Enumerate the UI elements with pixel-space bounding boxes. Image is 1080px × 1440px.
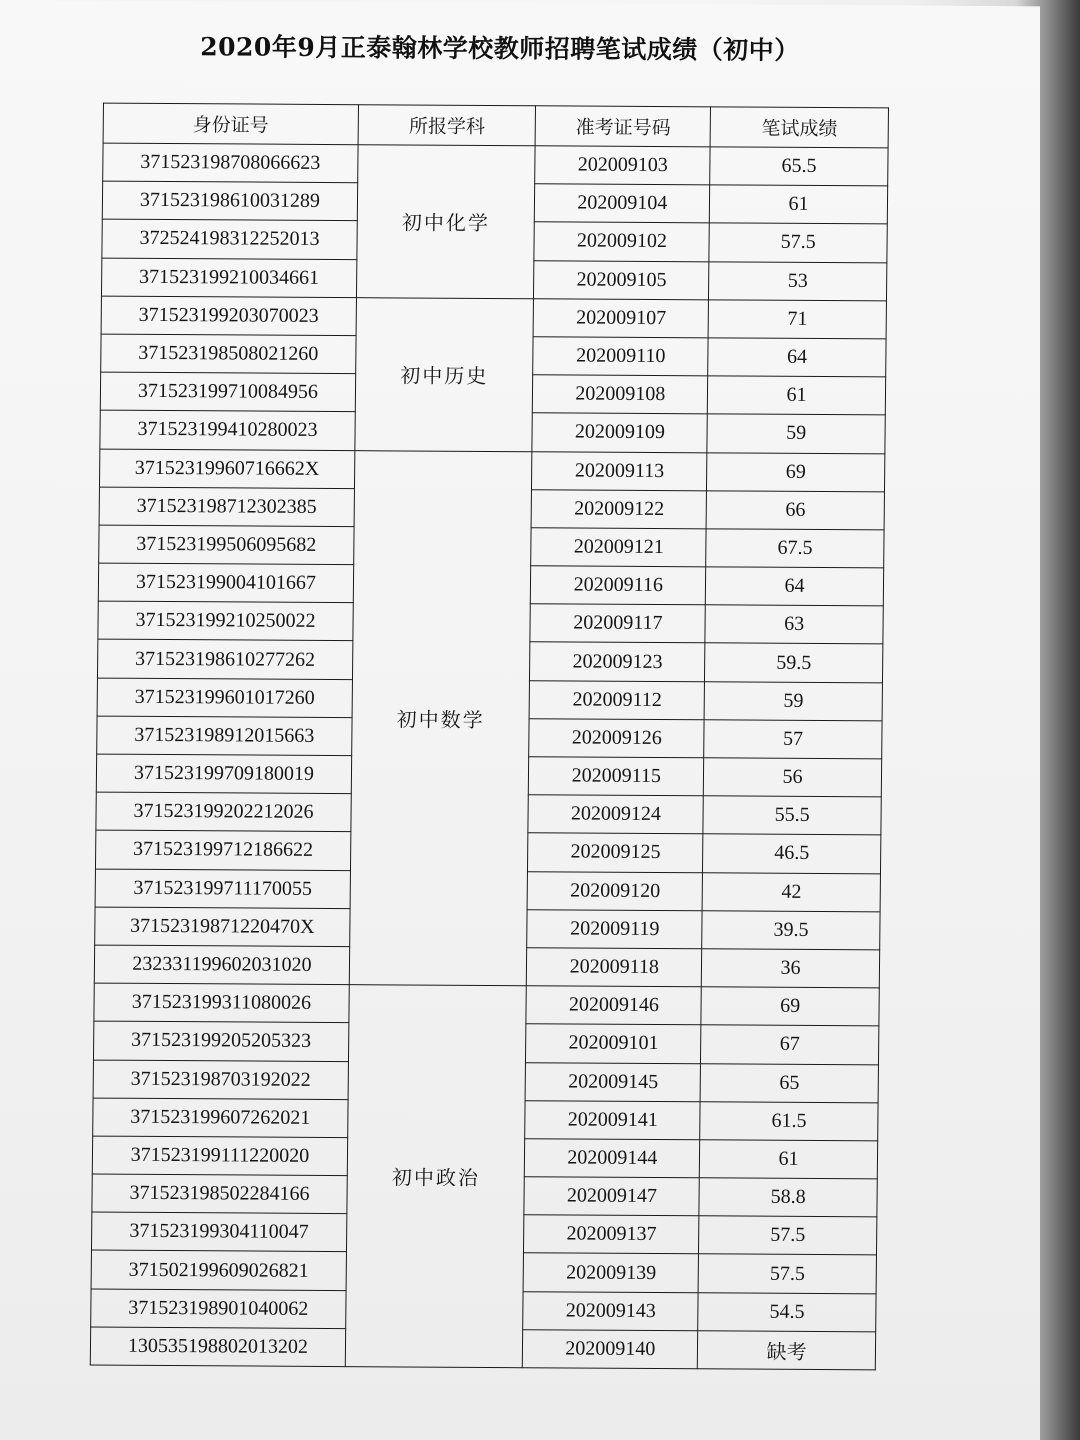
- written-score-cell: 36: [702, 949, 880, 988]
- header-id-number: 身份证号: [103, 103, 358, 145]
- id-number-cell: 371523199210034661: [101, 258, 356, 298]
- subject-cell: 初中历史: [355, 297, 534, 451]
- written-score-cell: 69: [701, 987, 879, 1026]
- written-score-cell: 55.5: [703, 796, 881, 835]
- exam-number-cell: 202009112: [530, 680, 705, 719]
- id-number-cell: 371523199205205323: [93, 1021, 348, 1061]
- written-score-cell: 69: [707, 452, 885, 491]
- written-score-cell: 53: [709, 261, 887, 300]
- id-number-cell: 371523199711170055: [95, 869, 350, 909]
- exam-number-cell: 202009143: [523, 1291, 698, 1330]
- written-score-cell: 64: [708, 338, 886, 377]
- subject-cell: 初中政治: [345, 985, 527, 1368]
- written-score-cell: 57.5: [699, 1216, 877, 1255]
- id-number-cell: 371502199609026821: [91, 1250, 346, 1290]
- written-score-cell: 61: [710, 185, 888, 224]
- table-header-row: [103, 103, 888, 148]
- written-score-cell: 59: [704, 681, 882, 720]
- written-score-cell: 57.5: [698, 1254, 876, 1293]
- written-score-cell: 46.5: [703, 834, 881, 873]
- written-score-cell: 59: [707, 414, 885, 453]
- id-number-cell: 371523198708066623: [103, 143, 358, 183]
- exam-number-cell: 202009113: [532, 451, 707, 490]
- exam-number-cell: 202009124: [528, 795, 703, 834]
- exam-number-cell: 202009105: [534, 260, 709, 299]
- written-score-cell: 63: [705, 605, 883, 644]
- id-number-cell: 371523199202212026: [96, 792, 351, 832]
- written-score-cell: 71: [708, 300, 886, 339]
- exam-number-cell: 202009116: [531, 566, 706, 605]
- id-number-cell: 371523199709180019: [96, 754, 351, 794]
- subject-cell: 初中化学: [356, 145, 535, 299]
- written-score-cell: 61: [708, 376, 886, 415]
- id-number-cell: 371523199004101667: [98, 563, 353, 603]
- written-score-cell: 57.5: [709, 223, 887, 262]
- id-number-cell: 371523198508021260: [101, 334, 356, 374]
- document-title: 2020年9月正泰翰林学校教师招聘笔试成绩（初中）: [200, 32, 800, 65]
- table-row: [101, 296, 886, 339]
- id-number-cell: 372524198312252013: [102, 219, 357, 259]
- written-score-cell: 缺考: [698, 1331, 876, 1370]
- written-score-cell: 67.5: [706, 529, 884, 568]
- id-number-cell: 371523199601017260: [97, 678, 352, 718]
- exam-number-cell: 202009115: [529, 757, 704, 796]
- written-score-cell: 57: [704, 720, 882, 759]
- table-body: [90, 143, 888, 1370]
- header-exam-number: 准考证号码: [536, 106, 711, 147]
- id-number-cell: 371523199506095682: [99, 525, 354, 565]
- exam-number-cell: 202009109: [532, 413, 707, 452]
- written-score-cell: 58.8: [699, 1178, 877, 1217]
- exam-number-cell: 202009141: [525, 1100, 700, 1139]
- id-number-cell: 371523198610277262: [97, 640, 352, 680]
- exam-number-cell: 202009120: [528, 871, 703, 910]
- written-score-cell: 65: [700, 1063, 878, 1102]
- exam-number-cell: 202009119: [527, 909, 702, 948]
- exam-number-cell: 202009104: [535, 184, 710, 223]
- id-number-cell: 371523198703192022: [93, 1060, 348, 1100]
- written-score-cell: 56: [704, 758, 882, 797]
- exam-number-cell: 202009103: [535, 146, 710, 185]
- scores-table: [90, 103, 889, 1371]
- id-number-cell: 371523199410280023: [100, 410, 355, 450]
- id-number-cell: 37152319960716662X: [99, 449, 354, 489]
- exam-number-cell: 202009140: [523, 1330, 698, 1369]
- exam-number-cell: 202009147: [524, 1177, 699, 1216]
- table-row: [94, 983, 879, 1026]
- id-number-cell: 371523199304110047: [91, 1212, 346, 1252]
- exam-number-cell: 202009137: [524, 1215, 699, 1254]
- exam-number-cell: 202009146: [526, 986, 701, 1025]
- id-number-cell: 371523199203070023: [101, 296, 356, 336]
- exam-number-cell: 202009101: [526, 1024, 701, 1063]
- exam-number-cell: 202009139: [524, 1253, 699, 1292]
- exam-number-cell: 202009122: [532, 489, 707, 528]
- exam-number-cell: 202009108: [533, 375, 708, 414]
- written-score-cell: 39.5: [702, 911, 880, 950]
- id-number-cell: 371523199710084956: [100, 372, 355, 412]
- header-subject: 所报学科: [358, 105, 536, 146]
- exam-number-cell: 202009145: [526, 1062, 701, 1101]
- exam-number-cell: 202009118: [527, 948, 702, 987]
- id-number-cell: 371523199607262021: [93, 1098, 348, 1138]
- id-number-cell: 130535198802013202: [90, 1327, 345, 1367]
- id-number-cell: 371523198610031289: [102, 181, 357, 221]
- exam-number-cell: 202009121: [531, 528, 706, 567]
- id-number-cell: 371523198502284166: [92, 1174, 347, 1214]
- written-score-cell: 65.5: [710, 147, 888, 186]
- id-number-cell: 371523198712302385: [99, 487, 354, 527]
- header-written-score: 笔试成绩: [710, 107, 888, 148]
- id-number-cell: 37152319871220470X: [95, 907, 350, 947]
- id-number-cell: 371523199210250022: [98, 601, 353, 641]
- id-number-cell: 371523199712186622: [95, 830, 350, 870]
- written-score-cell: 59.5: [705, 643, 883, 682]
- exam-number-cell: 202009107: [534, 299, 709, 338]
- written-score-cell: 67: [701, 1025, 879, 1064]
- written-score-cell: 64: [706, 567, 884, 606]
- written-score-cell: 54.5: [698, 1292, 876, 1331]
- exam-number-cell: 202009102: [534, 222, 709, 261]
- exam-number-cell: 202009125: [528, 833, 703, 872]
- id-number-cell: 371523199311080026: [94, 983, 349, 1023]
- exam-number-cell: 202009117: [530, 604, 705, 643]
- id-number-cell: 371523198912015663: [97, 716, 352, 756]
- subject-cell: 初中数学: [349, 450, 532, 986]
- exam-number-cell: 202009144: [525, 1139, 700, 1178]
- exam-number-cell: 202009110: [533, 337, 708, 376]
- table-row: [99, 449, 884, 492]
- written-score-cell: 61: [700, 1140, 878, 1179]
- written-score-cell: 42: [702, 872, 880, 911]
- id-number-cell: 232331199602031020: [94, 945, 349, 985]
- written-score-cell: 61.5: [700, 1101, 878, 1140]
- exam-number-cell: 202009126: [529, 719, 704, 758]
- table-row: [103, 143, 888, 186]
- id-number-cell: 371523199111220020: [92, 1136, 347, 1176]
- id-number-cell: 371523198901040062: [91, 1289, 346, 1329]
- exam-number-cell: 202009123: [530, 642, 705, 681]
- written-score-cell: 66: [706, 491, 884, 530]
